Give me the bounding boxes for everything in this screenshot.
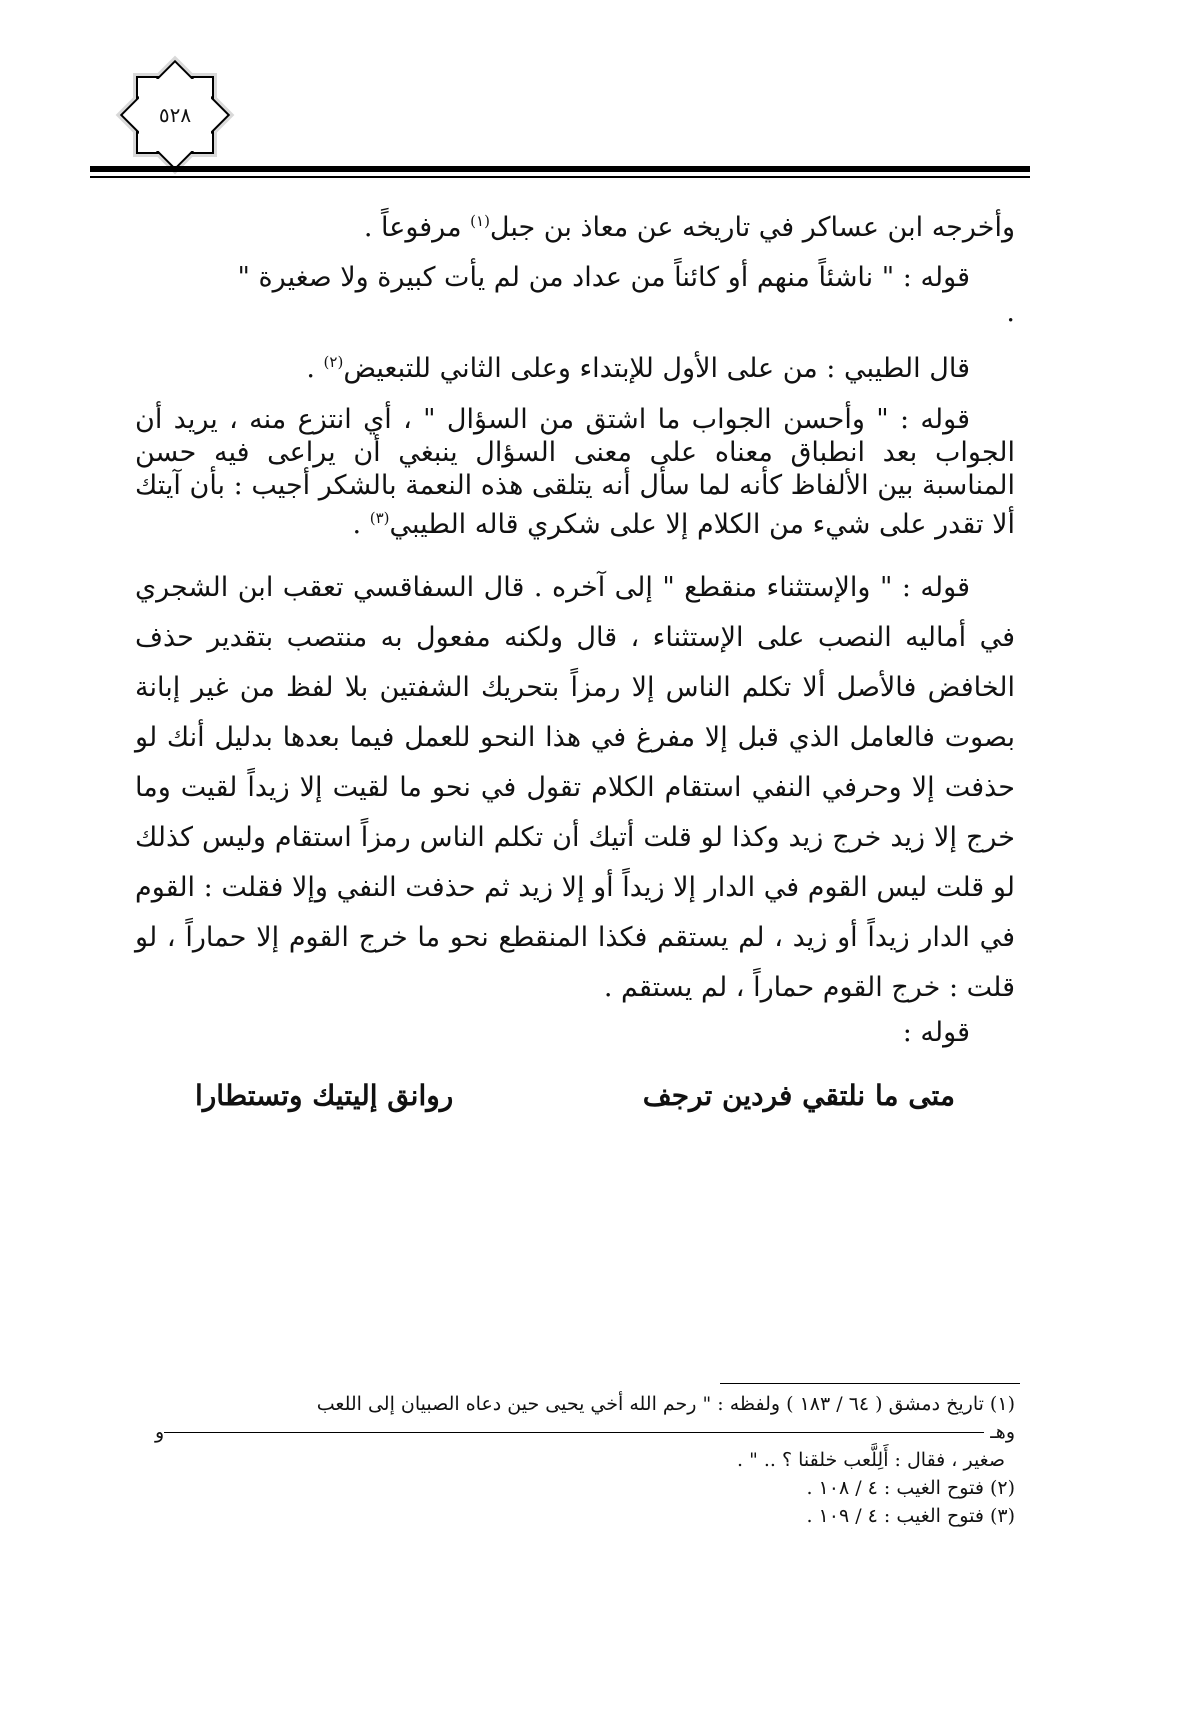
paragraph-1: وأخرجه ابن عساكر في تاريخه عن معاذ بن جبل$^{(١)}$ مرفوعاً . xyxy=(363,212,1015,243)
main-text xyxy=(135,205,1015,1112)
poetry-verse xyxy=(135,1079,1015,1112)
footnote-2: (٢) فتوح الغيب : ٤ / ١٠٨ . xyxy=(806,1477,1015,1499)
paragraph-4: قوله : " وأحسن الجواب ما اشتق من السؤال " ، أي انتزع منه ، يريد أن الجواب بعد انطباق معناه على معنى السؤال ينبغي أن يراعى فيه حسن المناسبة بين الألفاظ كأنه لما سأل أنه يتلقى هذه النعمة بالشكر أجيب : بأن آيتك ألا تقدر على شيء من الكلام إلا على شكري قاله الطيبي$^{(٣)}$ . xyxy=(134,404,1015,540)
verse-first-hemistich: متى ما نلتقي فردين ترجف xyxy=(642,1079,955,1112)
footnote-1-continuation: صغير ، فقال : أَلِلَّعب خلقنا ؟ .. " . xyxy=(737,1449,1005,1471)
paragraph-2-dot: . xyxy=(1006,297,1015,328)
footnote-ref-2: (٢) xyxy=(323,353,344,371)
footnotes xyxy=(155,1390,1015,1530)
footnote-separator xyxy=(720,1383,1020,1384)
paragraph-2: قوله : " ناشئاً منهم أو كائناً من عداد من لم يأت كبيرة ولا صغيرة " xyxy=(237,262,970,293)
footnote-ref-1: (١) xyxy=(470,212,490,230)
footnote-1-continuation-rule: وهـ و xyxy=(155,1421,1015,1443)
footnote-1: (١) تاريخ دمشق ( ٦٤ / ١٨٣ ) ولفظه : " رحم الله أخي يحيى حين دعاه الصبيان إلى اللعب xyxy=(316,1393,1015,1415)
verse-second-hemistich: روانق إليتيك وتستطارا xyxy=(195,1079,454,1112)
paragraph-6: قوله : xyxy=(902,1017,970,1048)
paragraph-5: قوله : " والإستثناء منقطع " إلى آخره . قال السفاقسي تعقب ابن الشجري في أماليه النصب على الإستثناء ، قال ولكنه مفعول به منتصب بتقدير حذف الخافض فالأصل ألا تكلم الناس إلا رمزاً بتحريك الشفتين بلا لفظ من غير إبانة بصوت فالعامل الذي قبل إلا مفرغ في هذا النحو للعمل فيما بعدها بدليل أنك لو حذفت إلا وحرفي النفي استقام الكلام تقول في نحو ما لقيت إلا زيداً لقيت وما خرج إلا زيد خرج زيد وكذا لو قلت أتيك أن تكلم الناس رمزاً استقام وليس كذلك لو قلت ليس القوم في الدار إلا زيداً أو إلا زيد ثم حذفت النفي وإلا فقلت : القوم في الدار زيداً أو زيد ، لم يستقم فكذا المنقطع نحو ما خرج القوم إلا حماراً ، لو قلت : خرج القوم حماراً ، لم يستقم . xyxy=(135,572,1015,1003)
header-rule-thick xyxy=(90,166,1030,172)
header-rule-thin xyxy=(90,176,1030,178)
footnote-3: (٣) فتوح الغيب : ٤ / ١٠٩ . xyxy=(806,1505,1015,1527)
footnote-ref-3: (٣) xyxy=(369,509,390,527)
page-number: ٥٢٨ xyxy=(158,103,192,127)
paragraph-3: قال الطيبي : من على الأول للإبتداء وعلى الثاني للتبعيض$^{(٢)}$ . xyxy=(306,353,970,384)
